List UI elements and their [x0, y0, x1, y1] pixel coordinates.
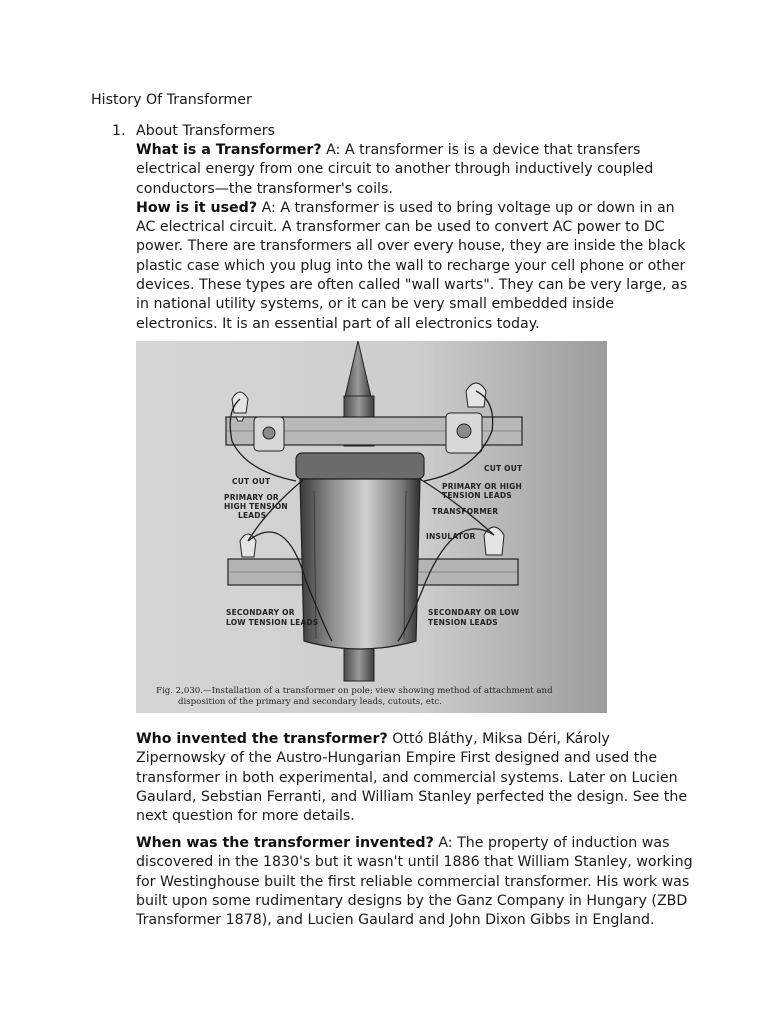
- qa-question: When was the transformer invented?: [136, 835, 434, 851]
- qa-question: Who invented the transformer?: [136, 731, 388, 747]
- list-heading: About Transformers: [136, 123, 275, 139]
- figure-caption-line-2: disposition of the primary and secondary leads, cutouts, etc.: [178, 697, 442, 707]
- qa-what-is: [136, 141, 696, 334]
- label-transformer: TRANSFORMER: [432, 507, 499, 516]
- qa-who-invented: [136, 730, 696, 826]
- label-secondary-left-1: SECONDARY OR: [226, 608, 295, 617]
- transformer-lid: [296, 453, 424, 479]
- label-primary-right-2: TENSION LEADS: [442, 491, 512, 500]
- label-secondary-left-2: LOW TENSION LEADS: [226, 618, 319, 627]
- qa-question: How is it used?: [136, 199, 258, 216]
- cutout-right: [446, 413, 482, 453]
- figure-caption-line-1: Fig. 2,030.—Installation of a transformer on pole; view showing method of attachment and: [156, 686, 553, 696]
- label-secondary-right-2: TENSION LEADS: [428, 618, 498, 627]
- label-cutout-left: CUT OUT: [232, 477, 271, 486]
- label-primary-left-2: HIGH TENSION: [224, 502, 288, 511]
- list-marker: 1.: [112, 123, 126, 139]
- qa-answer: A: A transformer is is a device that transfers electrical energy from one circuit to another through inductively coupled conductors—the transformer's coils.: [136, 142, 654, 197]
- label-primary-left-3: LEADS: [238, 511, 267, 520]
- label-secondary-right-1: SECONDARY OR LOW: [428, 608, 520, 617]
- qa-answer: A: The property of induction was discovered in the 1830's but it wasn't until 1886 that William Stanley, working for Westinghouse built the first reliable commercial transformer. His work was built upon some rudimentary designs by the Ganz Company in Hungary (ZBD Transformer 1878), and Lucien Gaulard and John Dixon Gibbs in England.: [136, 835, 693, 929]
- document-title: History Of Transformer: [91, 92, 252, 108]
- label-insulator: INSULATOR: [426, 532, 476, 541]
- qa-answer: A: A transformer is used to bring voltage up or down in an AC electrical circuit. A transformer can be used to convert AC power to DC power. There are transformers all over every house, they are inside the black plastic case which you plug into the wall to recharge your cell phone or other devices. These types are often called "wall warts". They can be very large, as in national utility systems, or it can be very small embedded inside electronics. It is an essential part of all electronics today.: [136, 199, 688, 332]
- transformer-figure: [136, 341, 607, 713]
- qa-question: What is a Transformer?: [136, 142, 322, 158]
- qa-when-invented: [136, 834, 696, 930]
- label-cutout-right: CUT OUT: [484, 464, 523, 473]
- qa-answer: Ottó Bláthy, Miksa Déri, Károly Zipernowsky of the Austro-Hungarian Empire First designed and used the transformer in both experimental, and commercial systems. Later on Lucien Gaulard, Sebstian Ferranti, and William Stanley perfected the design. See the next question for more details.: [136, 731, 688, 825]
- cutout-left: [254, 417, 284, 451]
- label-primary-left-1: PRIMARY OR: [224, 493, 279, 502]
- label-primary-right-1: PRIMARY OR HIGH: [442, 482, 522, 491]
